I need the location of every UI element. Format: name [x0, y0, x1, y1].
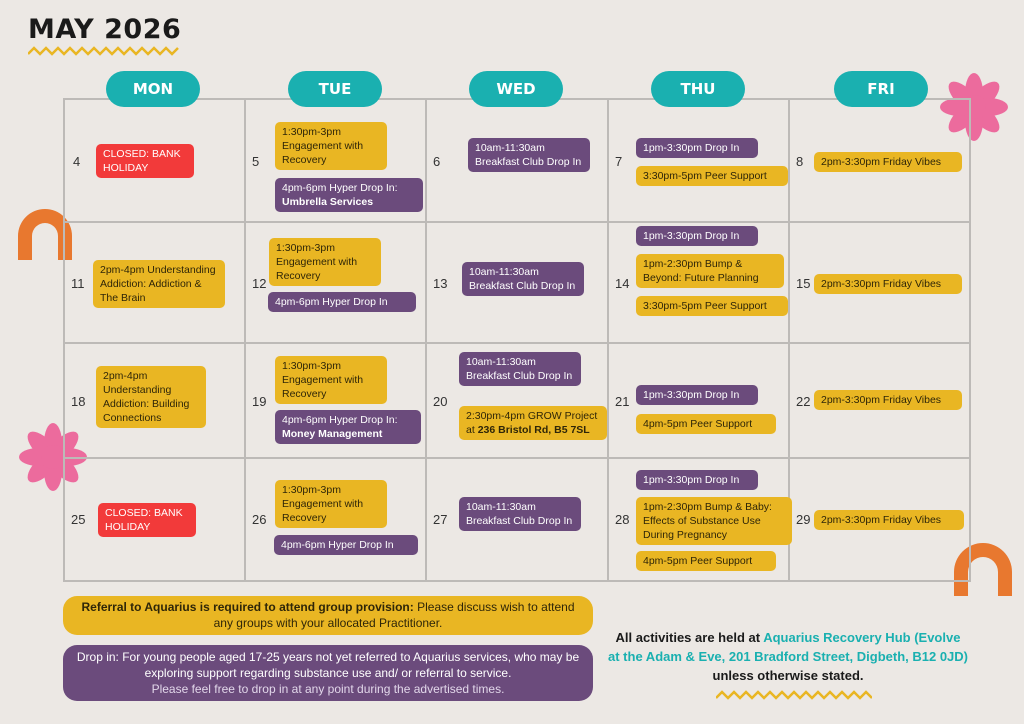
date-number: 8 [796, 154, 804, 169]
event-friday-vibes: 2pm-3:30pm Friday Vibes [814, 274, 962, 294]
event-closed-bank-holiday: CLOSED: BANK HOLIDAY [98, 503, 196, 537]
date-number: 6 [433, 154, 441, 169]
day-header-tue: TUE [288, 71, 382, 107]
grid-divider [63, 221, 971, 223]
grid-divider [425, 98, 427, 582]
event-text-bold: Money Management [282, 428, 383, 440]
event-closed-bank-holiday: CLOSED: BANK HOLIDAY [96, 144, 194, 178]
event-peer-support: 4pm-5pm Peer Support [636, 551, 776, 571]
event-friday-vibes: 2pm-3:30pm Friday Vibes [814, 510, 964, 530]
venue-underline-zigzag [716, 690, 872, 700]
venue-prefix: All activities are held at [615, 630, 761, 645]
date-number: 18 [71, 394, 86, 409]
event-hyper-drop-in: 4pm-6pm Hyper Drop In [268, 292, 416, 312]
date-number: 20 [433, 394, 448, 409]
date-number: 28 [615, 512, 630, 527]
day-header-fri: FRI [834, 71, 928, 107]
event-engagement-with-recovery: 1:30pm-3pm Engagement with Recovery [275, 480, 387, 528]
event-engagement-with-recovery: 1:30pm-3pm Engagement with Recovery [275, 356, 387, 404]
date-number: 4 [73, 154, 81, 169]
day-header-wed: WED [469, 71, 563, 107]
event-drop-in: 1pm-3:30pm Drop In [636, 470, 758, 490]
event-bump-and-baby: 1pm-2:30pm Bump & Baby: Effects of Substance Use During Pregnancy [636, 497, 792, 545]
title-underline-zigzag [28, 46, 180, 56]
date-number: 11 [71, 276, 85, 291]
event-understanding-addiction: 2pm-4pm Understanding Addiction: Building Connections [96, 366, 206, 428]
grid-divider [63, 457, 971, 459]
event-breakfast-club: 10am-11:30am Breakfast Club Drop In [462, 262, 584, 296]
event-hyper-drop-in [275, 178, 423, 212]
event-engagement-with-recovery: 1:30pm-3pm Engagement with Recovery [275, 122, 387, 170]
referral-note [63, 596, 593, 635]
event-drop-in: 1pm-3:30pm Drop In [636, 385, 758, 405]
event-hyper-drop-in: 4pm-6pm Hyper Drop In [274, 535, 418, 555]
venue-info [608, 628, 968, 685]
date-number: 29 [796, 512, 811, 527]
event-understanding-addiction: 2pm-4pm Understanding Addiction: Addiction & The Brain [93, 260, 225, 308]
event-text: 2:30pm-4pm GROW Project at [466, 410, 598, 436]
event-engagement-with-recovery: 1:30pm-3pm Engagement with Recovery [269, 238, 381, 286]
event-hyper-drop-in [275, 410, 421, 444]
event-drop-in: 1pm-3:30pm Drop In [636, 138, 758, 158]
date-number: 13 [433, 276, 448, 291]
grid-divider [244, 98, 246, 582]
date-number: 27 [433, 512, 448, 527]
day-header-mon: MON [106, 71, 200, 107]
date-number: 19 [252, 394, 267, 409]
referral-note-text: Please discuss wish to attend any groups with your allocated Practitioner. [213, 600, 575, 630]
event-peer-support: 3:30pm-5pm Peer Support [636, 296, 788, 316]
event-friday-vibes: 2pm-3:30pm Friday Vibes [814, 152, 962, 172]
date-number: 25 [71, 512, 86, 527]
date-number: 15 [796, 276, 811, 291]
event-breakfast-club: 10am-11:30am Breakfast Club Drop In [459, 352, 581, 386]
dropin-note-subtext: Please feel free to drop in at any point during the advertised times. [151, 682, 505, 696]
event-grow-project [459, 406, 607, 440]
day-header-thu: THU [651, 71, 745, 107]
event-text-bold: Umbrella Services [282, 196, 374, 208]
referral-note-bold: Referral to Aquarius is required to attend group provision: [81, 600, 414, 614]
date-number: 12 [252, 276, 267, 291]
grid-divider [607, 98, 609, 582]
date-number: 21 [615, 394, 630, 409]
event-text: 4pm-6pm Hyper Drop In: [282, 414, 398, 426]
event-bump-and-beyond: 1pm-2:30pm Bump & Beyond: Future Planning [636, 254, 784, 288]
date-number: 26 [252, 512, 267, 527]
event-peer-support: 4pm-5pm Peer Support [636, 414, 776, 434]
date-number: 7 [615, 154, 623, 169]
event-peer-support: 3:30pm-5pm Peer Support [636, 166, 788, 186]
event-text-bold: 236 Bristol Rd, B5 7SL [477, 424, 590, 436]
event-breakfast-club: 10am-11:30am Breakfast Club Drop In [468, 138, 590, 172]
date-number: 14 [615, 276, 630, 291]
venue-place: Aquarius Recovery Hub (Evolve at the Adam & Eve, 201 Bradford Street, Digbeth, B12 0JD) [608, 630, 969, 664]
event-friday-vibes: 2pm-3:30pm Friday Vibes [814, 390, 962, 410]
venue-suffix: unless otherwise stated. [712, 668, 864, 683]
event-drop-in: 1pm-3:30pm Drop In [636, 226, 758, 246]
grid-divider [63, 342, 971, 344]
dropin-note [63, 645, 593, 701]
page-title: MAY 2026 [28, 14, 182, 45]
date-number: 22 [796, 394, 811, 409]
dropin-note-text: Drop in: For young people aged 17-25 years not yet referred to Aquarius services, who may be exploring support regarding substance use and/ or referral to service. [76, 650, 580, 680]
date-number: 5 [252, 154, 260, 169]
event-text: 4pm-6pm Hyper Drop In: [282, 182, 398, 194]
event-breakfast-club: 10am-11:30am Breakfast Club Drop In [459, 497, 581, 531]
